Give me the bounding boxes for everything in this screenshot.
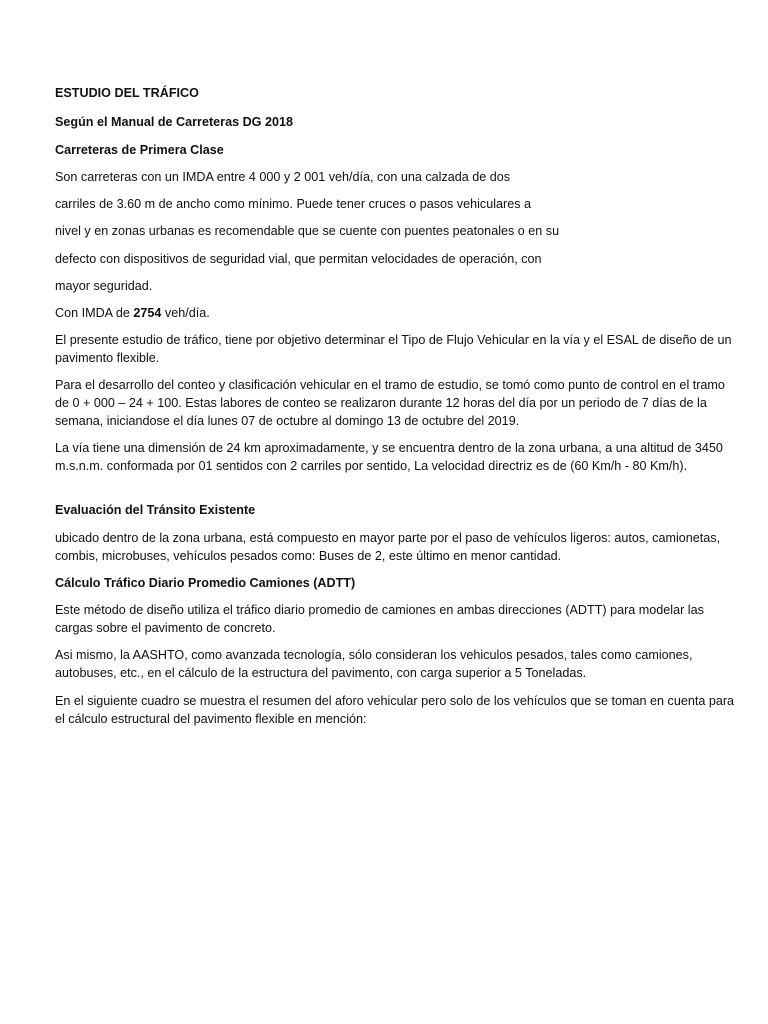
definition-line-3: nivel y en zonas urbanas es recomendable que se cuente con puentes peatonales o en su [55,224,560,238]
paragraph-via: La vía tiene una dimensión de 24 km aproximadamente, y se encuentra dentro de la zona urbana, a una altitud de 3450 m.s.n.m. conformada por 01 sentidos con 2 carriles por sentido, La velocidad directriz es de (60 Km/h - 80 Km/h). [55,441,723,473]
heading-primera-clase: Carreteras de Primera Clase [55,143,224,157]
definition-line-4: defecto con dispositivos de seguridad vial, que permitan velocidades de operación, con [55,252,542,266]
paragraph-metodo: Este método de diseño utiliza el tráfico diario promedio de camiones en ambas direcciones (ADTT) para modelar las cargas sobre el pavimento de concreto. [55,603,704,635]
imda-prefix: Con IMDA de [55,306,134,320]
imda-value: 2754 [133,306,162,320]
heading-evaluacion-transito: Evaluación del Tránsito Existente [55,503,256,517]
definition-line-5: mayor seguridad. [55,279,153,293]
heading-calculo-adtt: Cálculo Tráfico Diario Promedio Camiones (ADTT) [55,576,356,590]
definition-line-1: Son carreteras con un IMDA entre 4 000 y 2 001 veh/día, con una calzada de dos [55,170,511,184]
paragraph-evaluacion: ubicado dentro de la zona urbana, está compuesto en mayor parte por el paso de vehículos ligeros: autos, camionetas, combis, microbuses, vehículos pesados como: Buses de 2, este último en menor cantidad. [55,531,721,563]
imda-line [55,304,210,322]
imda-suffix: veh/día. [161,306,210,320]
heading-manual-carreteras: Según el Manual de Carreteras DG 2018 [55,115,293,129]
paragraph-conteo: Para el desarrollo del conteo y clasificación vehicular en el tramo de estudio, se tomó como punto de control en el tramo de 0 + 000 – 24 + 100. Estas labores de conteo se realizaron durante 12 horas del día por un periodo de 7 días de la semana, iniciandose el día lunes 07 de octubre al domingo 13 de octubre del 2019. [55,378,725,428]
paragraph-cuadro: En el siguiente cuadro se muestra el resumen del aforo vehicular pero solo de los vehículos que se toman en cuenta para el cálculo estructural del pavimento flexible en mención: [55,694,735,726]
paragraph-aashto: Asi mismo, la AASHTO, como avanzada tecnología, sólo consideran los vehiculos pesados, tales como camiones, autobuses, etc., en el cálculo de la estructura del pavimento, con carga superior a 5 Toneladas. [55,648,693,680]
paragraph-objetivo: El presente estudio de tráfico, tiene por objetivo determinar el Tipo de Flujo Vehicular en la vía y el ESAL de diseño de un pavimento flexible. [55,333,732,365]
definition-line-2: carriles de 3.60 m de ancho como mínimo. Puede tener cruces o pasos vehiculares a [55,197,532,211]
heading-estudio-trafico: ESTUDIO DEL TRÁFICO [55,86,199,100]
